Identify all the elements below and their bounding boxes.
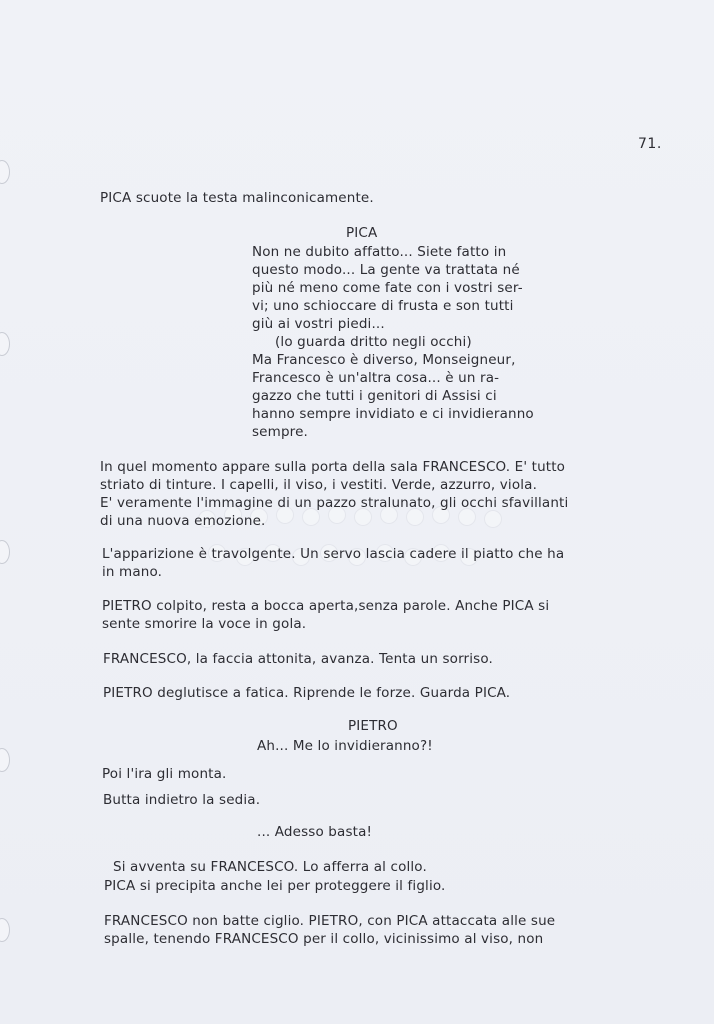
dialogue-line: Non ne dubito affatto... Siete fatto in [252, 244, 507, 260]
dialogue-line: Ah... Me lo invidieranno?! [257, 738, 433, 754]
parenthetical: (lo guarda dritto negli occhi) [275, 334, 472, 350]
dialogue-line: sempre. [252, 424, 308, 440]
dialogue-line: hanno sempre invidiato e ci invidieranno [252, 406, 534, 422]
action-line: PICA scuote la testa malinconicamente. [100, 190, 374, 206]
dialogue-line: gazzo che tutti i genitori di Assisi ci [252, 388, 497, 404]
action-line: L'apparizione è travolgente. Un servo lascia cadere il piatto che ha [102, 546, 565, 562]
dialogue-line: Ma Francesco è diverso, Monseigneur, [252, 352, 516, 368]
action-line: Si avventa su FRANCESCO. Lo afferra al collo. [113, 859, 427, 875]
dialogue-line: più né meno come fate con i vostri ser- [252, 280, 523, 296]
binder-hole [0, 160, 10, 184]
dialogue-line: questo modo... La gente va trattata né [252, 262, 520, 278]
dialogue-line: Francesco è un'altra cosa... è un ra- [252, 370, 500, 386]
action-line: In quel momento appare sulla porta della sala FRANCESCO. E' tutto [100, 459, 566, 475]
action-line: PIETRO colpito, resta a bocca aperta,senza parole. Anche PICA si [102, 598, 550, 614]
dialogue-line: ... Adesso basta! [257, 824, 373, 840]
action-line: spalle, tenendo FRANCESCO per il collo, vicinissimo al viso, non [104, 931, 544, 947]
character-name: PIETRO [348, 718, 398, 734]
action-line: Poi l'ira gli monta. [102, 766, 227, 782]
action-line: in mano. [102, 564, 163, 580]
binder-hole [0, 748, 10, 772]
action-line: PICA si precipita anche lei per proteggere il figlio. [104, 878, 446, 894]
character-name: PICA [346, 225, 378, 241]
binder-hole [0, 918, 10, 942]
binder-hole [0, 332, 10, 356]
action-line: di una nuova emozione. [100, 513, 266, 529]
action-line: FRANCESCO non batte ciglio. PIETRO, con PICA attaccata alle sue [104, 913, 556, 929]
action-line: Butta indietro la sedia. [103, 792, 261, 808]
action-line: PIETRO deglutisce a fatica. Riprende le forze. Guarda PICA. [103, 685, 511, 701]
dialogue-line: giù ai vostri piedi... [252, 316, 385, 332]
action-line: sente smorire la voce in gola. [102, 616, 307, 632]
dialogue-line: vi; uno schioccare di frusta e son tutti [252, 298, 514, 314]
action-line: E' veramente l'immagine di un pazzo stralunato, gli occhi sfavillanti [100, 495, 569, 511]
action-line: FRANCESCO, la faccia attonita, avanza. Tenta un sorriso. [103, 651, 493, 667]
page-number: 71. [638, 136, 662, 152]
binder-hole [0, 540, 10, 564]
action-line: striato di tinture. I capelli, il viso, i vestiti. Verde, azzurro, viola. [100, 477, 538, 493]
